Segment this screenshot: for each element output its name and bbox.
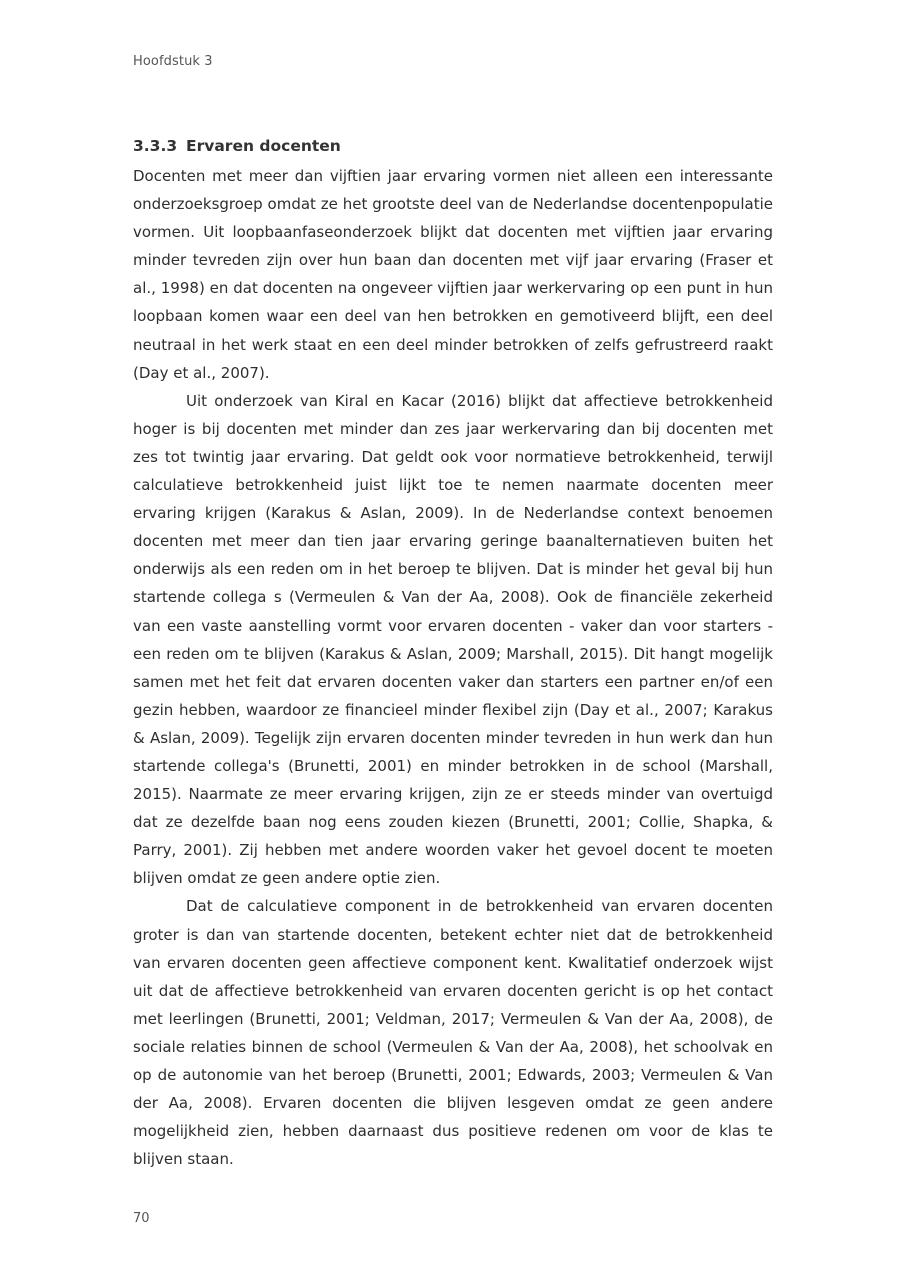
section-heading [133, 134, 773, 158]
paragraph-3: Dat de calculatieve component in de betrokkenheid van ervaren docenten groter is dan van startende docenten, betekent echter niet dat de betrokkenheid van ervaren docenten geen affectieve component kent. Kwalitatief onderzoek wijst uit dat de affectieve betrokkenheid van ervaren docenten gericht is op het contact met leerlingen (Brunetti, 2001; Veldman, 2017; Vermeulen & Van der Aa, 2008), de sociale relaties binnen de school (Vermeulen & Van der Aa, 2008), het schoolvak en op de autonomie van het beroep (Brunetti, 2001; Edwards, 2003; Vermeulen & Van der Aa, 2008). Ervaren docenten die blijven lesgeven omdat ze geen andere mogelijkheid zien, hebben daarnaast dus positieve redenen om voor de klas te blijven staan. [133, 897, 773, 1169]
section-number: 3.3.3 [133, 137, 178, 155]
page-number: 70 [133, 1211, 150, 1226]
running-header: Hoofdstuk 3 [133, 54, 213, 69]
page-content [133, 134, 773, 1173]
paragraph-2: Uit onderzoek van Kiral en Kacar (2016) blijkt dat affectieve betrokkenheid hoger is bij docenten met minder dan zes jaar werkervaring dan bij docenten met zes tot twintig jaar ervaring. Dat geldt ook voor normatieve betrokkenheid, terwijl calculatieve betrokkenheid juist lijkt toe te nemen naarmate docenten meer ervaring krijgen (Karakus & Aslan, 2009). In de Nederlandse context benoemen docenten met meer dan tien jaar ervaring geringe baanalternatieven buiten het onderwijs als een reden om in het beroep te blijven. Dat is minder het geval bij hun startende collega s (Vermeulen & Van der Aa, 2008). Ook de financiële zekerheid van een vaste aanstelling vormt voor ervaren docenten - vaker dan voor starters - een reden om te blijven (Karakus & Aslan, 2009; Marshall, 2015). Dit hangt mogelijk samen met het feit dat ervaren docenten vaker dan starters een partner en/of een gezin hebben, waardoor ze financieel minder flexibel zijn (Day et al., 2007; Karakus & Aslan, 2009). Tegelijk zijn ervaren docenten minder tevreden in hun werk dan hun startende collega's (Brunetti, 2001) en minder betrokken in de school (Marshall, 2015). Naarmate ze meer ervaring krijgen, zijn ze er steeds minder van overtuigd dat ze dezelfde baan nog eens zouden kiezen (Brunetti, 2001; Collie, Shapka, & Parry, 2001). Zij hebben met andere woorden vaker het gevoel docent te moeten blijven omdat ze geen andere optie zien. [133, 391, 773, 888]
section-title: Ervaren docenten [186, 137, 341, 155]
paragraph-1: Docenten met meer dan vijftien jaar ervaring vormen niet alleen een interessante onderzoeksgroep omdat ze het grootste deel van de Nederlandse docentenpopulatie vormen. Uit loopbaanfaseonderzoek blijkt dat docenten met vijftien jaar ervaring minder tevreden zijn over hun baan dan docenten met vijf jaar ervaring (Fraser et al., 1998) en dat docenten na ongeveer vijftien jaar werkervaring op een punt in hun loopbaan komen waar een deel van hen betrokken en gemotiveerd blijft, een deel neutraal in het werk staat en een deel minder betrokken of zelfs gefrustreerd raakt (Day et al., 2007). [133, 167, 773, 382]
